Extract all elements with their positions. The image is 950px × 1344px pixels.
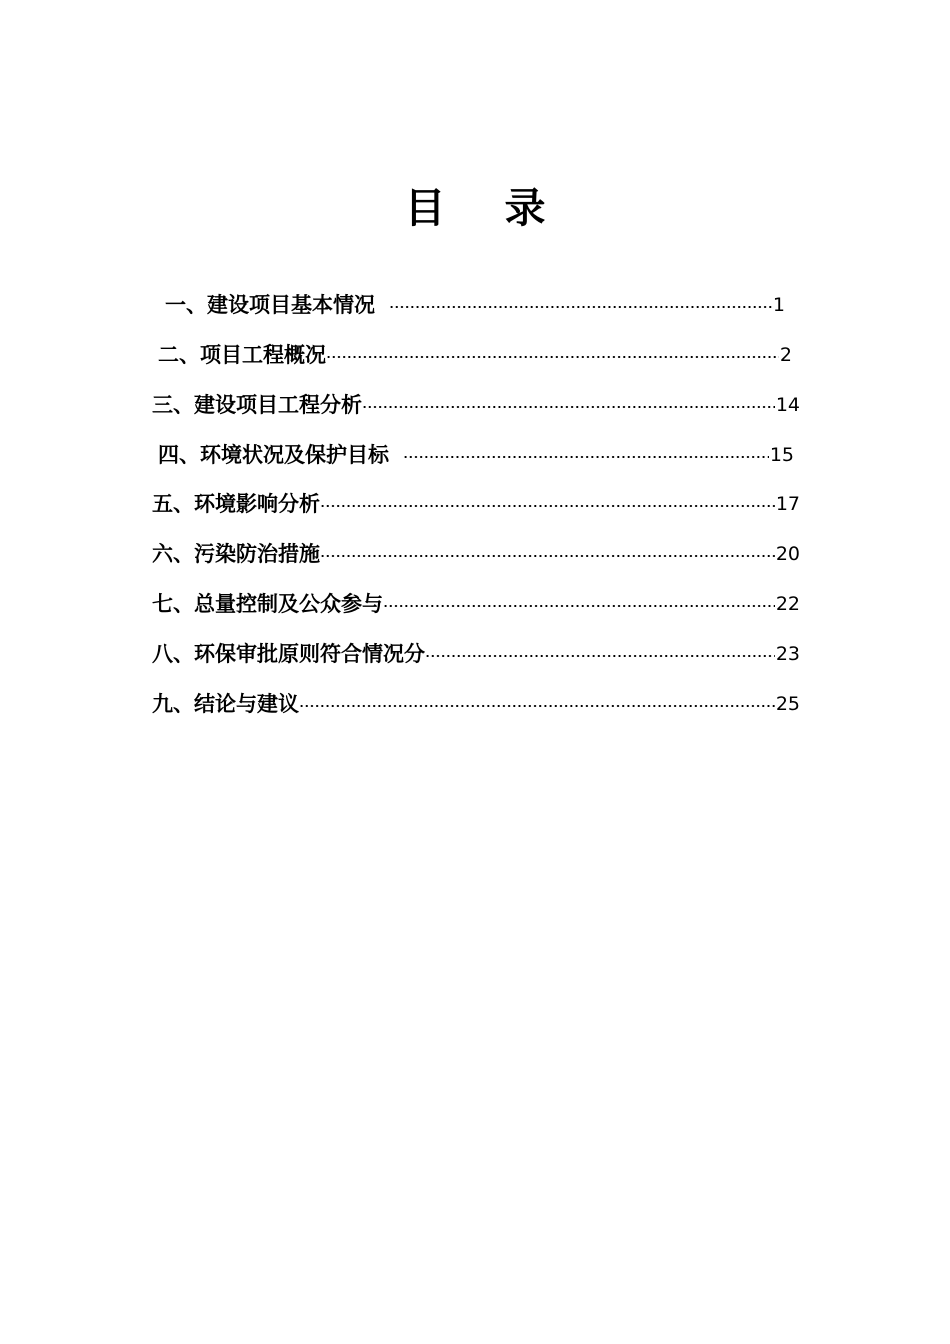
toc-entry-label: 八、环保审批原则符合情况分 bbox=[152, 642, 425, 666]
toc-page-number: 17 bbox=[775, 493, 800, 515]
toc-entry-1[interactable] bbox=[165, 289, 785, 321]
toc-entry-5[interactable] bbox=[152, 488, 800, 520]
toc-entry-label: 九、结论与建议 bbox=[152, 692, 299, 716]
toc-entry-label: 二、项目工程概况 bbox=[158, 343, 326, 367]
toc-page-number: 22 bbox=[775, 593, 800, 615]
toc-leader-dots bbox=[299, 705, 775, 707]
toc-leader-dots bbox=[403, 456, 769, 458]
toc-leader-dots bbox=[425, 655, 775, 657]
title-char-1: 目 bbox=[404, 184, 446, 232]
toc-page-number: 1 bbox=[772, 294, 785, 316]
toc-entry-label: 六、污染防治措施 bbox=[152, 542, 320, 566]
toc-entry-label: 三、建设项目工程分析 bbox=[152, 393, 362, 417]
title-char-2: 录 bbox=[504, 184, 546, 232]
toc-entry-6[interactable] bbox=[152, 538, 800, 570]
toc-leader-dots bbox=[326, 356, 779, 358]
toc-entry-8[interactable] bbox=[152, 638, 800, 670]
toc-entry-3[interactable] bbox=[152, 389, 800, 421]
toc-leader-dots bbox=[320, 555, 775, 557]
toc-page-number: 25 bbox=[775, 693, 800, 715]
toc-entry-9[interactable] bbox=[152, 688, 800, 720]
toc-leader-dots bbox=[362, 406, 775, 408]
toc-page-number: 2 bbox=[779, 344, 792, 366]
toc-entry-label: 七、总量控制及公众参与 bbox=[152, 592, 383, 616]
toc-page-number: 20 bbox=[775, 543, 800, 565]
toc-entry-2[interactable] bbox=[158, 339, 792, 371]
toc-page-number: 15 bbox=[769, 444, 794, 466]
toc-entry-7[interactable] bbox=[152, 588, 800, 620]
toc-page-number: 14 bbox=[775, 394, 800, 416]
toc-entry-4[interactable] bbox=[158, 439, 794, 471]
toc-leader-dots bbox=[383, 605, 775, 607]
toc-entry-label: 一、建设项目基本情况 bbox=[165, 293, 375, 317]
toc-leader-dots bbox=[320, 505, 775, 507]
toc-leader-dots bbox=[389, 306, 772, 308]
toc-entry-label: 四、环境状况及保护目标 bbox=[158, 443, 389, 467]
toc-entry-label: 五、环境影响分析 bbox=[152, 492, 320, 516]
toc-page-number: 23 bbox=[775, 643, 800, 665]
